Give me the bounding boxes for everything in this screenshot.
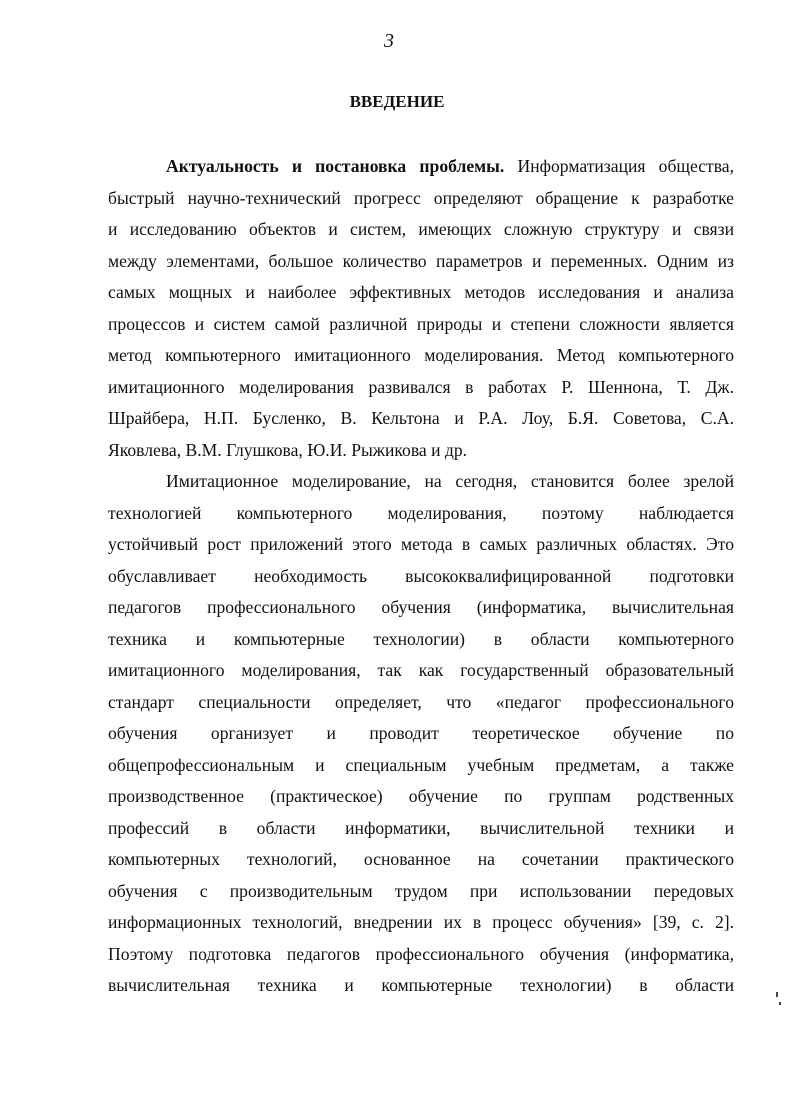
paragraph-2-line: стандарт специальности определяет, что «педагог профессионального bbox=[108, 691, 734, 712]
paragraph-1-line: быстрый научно-технический прогресс определяют обращение к разработке bbox=[108, 187, 734, 208]
body-text bbox=[108, 151, 734, 1002]
paragraph-2-line: вычислительная техника и компьютерные технологии) в области bbox=[108, 975, 734, 995]
page-number: 3 bbox=[384, 30, 394, 52]
scan-speck bbox=[779, 1002, 781, 1005]
paragraph-2-line: технологией компьютерного моделирования, поэтому наблюдается bbox=[108, 502, 734, 523]
paragraph-2-line: обуславливает необходимость высококвалифицированной подготовки bbox=[108, 565, 734, 586]
paragraph-2-line: имитационного моделирования, так как государственный образовательный bbox=[108, 660, 734, 680]
paragraph-1-line: самых мощных и наиболее эффективных методов исследования и анализа bbox=[108, 282, 734, 302]
paragraph-2-line: Имитационное моделирование, на сегодня, становится более зрелой bbox=[166, 471, 734, 491]
paragraph-2-line: профессий в области информатики, вычислительной техники и bbox=[108, 817, 734, 838]
paragraph-2-line: производственное (практическое) обучение по группам родственных bbox=[108, 786, 734, 806]
paragraph-2-line: Поэтому подготовка педагогов профессионального обучения (информатика, bbox=[108, 943, 734, 964]
paragraph-1-line: и исследованию объектов и систем, имеющих сложную структуру и связи bbox=[108, 219, 734, 239]
scan-speck bbox=[776, 992, 778, 997]
paragraph-2-line: педагогов профессионального обучения (информатика, вычислительная bbox=[108, 597, 734, 617]
paragraph-2-line: общепрофессиональным и специальным учебным предметам, а также bbox=[108, 754, 734, 775]
lead-heading: Актуальность и постановка проблемы. bbox=[166, 156, 505, 176]
paragraph-2-line: обучения с производительным трудом при использовании передовых bbox=[108, 880, 734, 901]
paragraph-2-line: техника и компьютерные технологии) в области компьютерного bbox=[108, 628, 734, 649]
paragraph-1-line: имитационного моделирования развивался в работах Р. Шеннона, Т. Дж. bbox=[108, 376, 734, 397]
paragraph-1-line-1: Актуальность и постановка проблемы. Информатизация общества, bbox=[166, 156, 735, 176]
paragraph-2-line: информационных технологий, внедрении их в процесс обучения» [39, с. 2]. bbox=[108, 912, 734, 932]
paragraph-2-line: обучения организует и проводит теоретическое обучение по bbox=[108, 723, 734, 743]
paragraph-1-line: Яковлева, В.М. Глушкова, Ю.И. Рыжикова и др. bbox=[108, 439, 468, 460]
paragraph-2-line: компьютерных технологий, основанное на сочетании практического bbox=[108, 849, 734, 869]
paragraph-1-line: между элементами, большое количество параметров и переменных. Одним из bbox=[108, 250, 734, 271]
paragraph-1-line: процессов и систем самой различной природы и степени сложности является bbox=[108, 313, 734, 334]
paragraph-1-line: метод компьютерного имитационного моделирования. Метод компьютерного bbox=[108, 345, 734, 365]
paragraph-2-line: устойчивый рост приложений этого метода в самых различных областях. Это bbox=[108, 534, 734, 554]
section-title: ВВЕДЕНИЕ bbox=[349, 92, 445, 111]
paragraph-1-line: Шрайбера, Н.П. Бусленко, В. Кельтона и Р.А. Лоу, Б.Я. Советова, С.А. bbox=[108, 408, 734, 428]
